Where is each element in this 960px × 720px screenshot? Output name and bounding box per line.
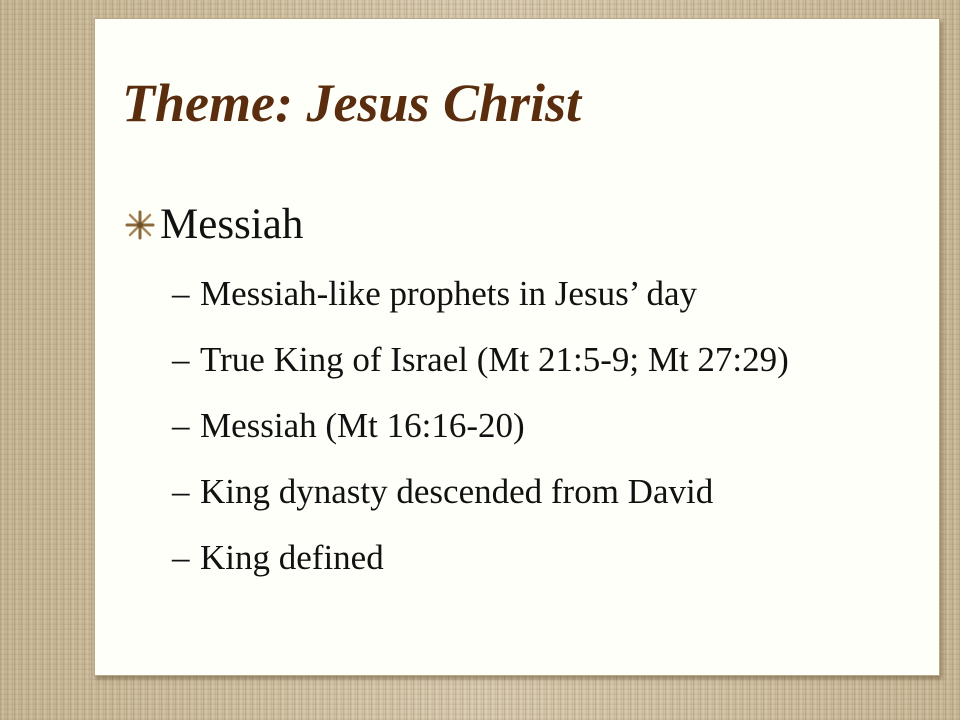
dash-marker: –: [172, 406, 190, 445]
sub-bullet-text: Messiah-like prophets in Jesus’ day: [200, 274, 698, 313]
sub-bullet-item: [172, 338, 932, 382]
sub-bullet-item: [172, 470, 932, 514]
dash-marker: –: [172, 274, 190, 313]
main-bullet: [124, 197, 303, 253]
sub-bullet-item: [172, 536, 932, 580]
dash-marker: –: [172, 340, 190, 379]
dash-marker: –: [172, 472, 190, 511]
asterisk-bullet-icon: [124, 209, 156, 241]
sub-bullet-text: True King of Israel (Mt 21:5-9; Mt 27:29): [200, 340, 789, 379]
dash-marker: –: [172, 538, 190, 577]
sub-bullet-text: Messiah (Mt 16:16-20): [200, 406, 525, 445]
sub-bullet-item: [172, 272, 932, 316]
sub-bullet-text: King dynasty descended from David: [200, 472, 714, 511]
sub-bullet-text: King defined: [200, 538, 384, 577]
main-bullet-text: Messiah: [160, 201, 304, 248]
slide-title: Theme: Jesus Christ: [122, 73, 582, 133]
sub-bullet-item: [172, 404, 932, 448]
sub-bullet-list: [172, 272, 932, 602]
